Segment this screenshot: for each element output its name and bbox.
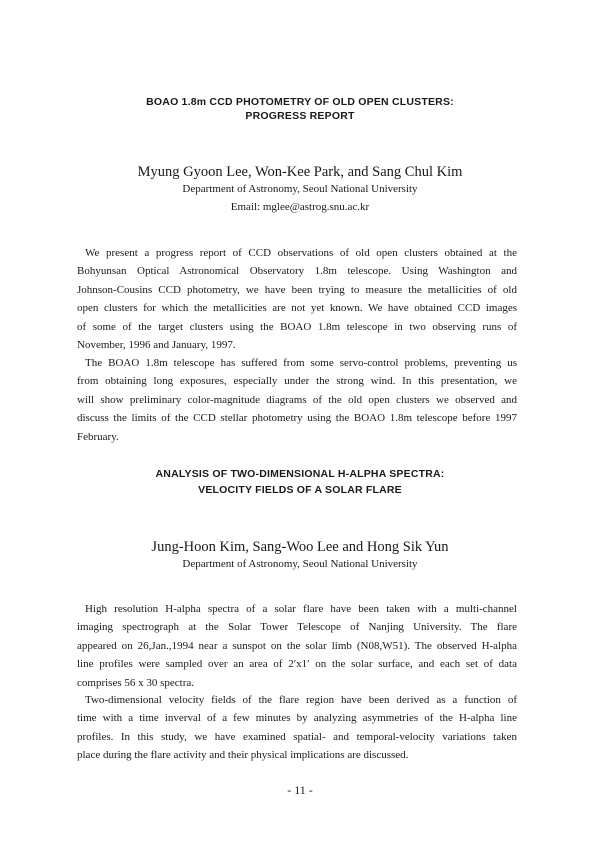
page-number: - 11 -	[287, 783, 313, 797]
abstract1-paragraph2	[77, 354, 517, 446]
abstract2-title-line1: ANALYSIS OF TWO-DIMENSIONAL H-ALPHA SPECTRA:	[155, 468, 445, 480]
abstract1-title-line1: BOAO 1.8m CCD PHOTOMETRY OF OLD OPEN CLUSTERS:	[146, 96, 454, 108]
abstract1-authors: Myung Gyoon Lee, Won-Kee Park, and Sang Chul Kim	[137, 164, 463, 180]
text-line: place during the flare activity and their physical implications are discussed.	[77, 749, 409, 762]
text-line: time with a time inverval of a few minutes by analyzing asymmetries of the H-alpha line	[77, 712, 517, 725]
abstract2-paragraph1	[77, 600, 517, 692]
text-line: line profiles were sampled over an area of 2′x1′ on the solar surface, and each set of data	[77, 658, 517, 671]
abstract2-affiliation: Department of Astronomy, Seoul National University	[182, 558, 418, 570]
text-line: comprises 56 x 30 spectra.	[77, 676, 194, 689]
text-line: Two-dimensional velocity fields of the flare region have been derived as a function of	[85, 694, 517, 706]
abstract1-title-line2: PROGRESS REPORT	[245, 110, 355, 122]
abstract2-title-line2: VELOCITY FIELDS OF A SOLAR FLARE	[198, 484, 402, 496]
text-line: The BOAO 1.8m telescope has suffered from some servo-control problems, preventing us	[85, 357, 517, 369]
text-line: appeared on 26,Jan.,1994 near a sunspot on the solar limb (N08,W51). The observed H-alpha	[77, 639, 517, 652]
abstract2-authors: Jung-Hoon Kim, Sang-Woo Lee and Hong Sik Yun	[151, 539, 449, 555]
text-line: of some of the target clusters using the BOAO 1.8m telescope in two observing runs of	[77, 320, 517, 333]
text-line: Bohyunsan Optical Astronomical Observatory 1.8m telescope. Using Washington and	[77, 265, 517, 278]
text-line: profiles. In this study, we have examined spatial- and temporal-velocity variations taken	[77, 730, 517, 743]
text-line: We present a progress report of CCD observations of old open clusters obtained at the	[85, 247, 517, 259]
text-line: imaging spectrograph at the Solar Tower Telescope of Nanjing University. The flare	[77, 621, 517, 634]
abstract1-paragraph1	[77, 244, 517, 354]
text-line: open clusters for which the metallicities are not yet known. We have obtained CCD images	[77, 302, 517, 315]
abstract2-paragraph2	[77, 691, 517, 765]
text-line: February.	[77, 430, 119, 443]
text-line: discuss the limits of the CCD stellar photometry using the BOAO 1.8m telescope before 1997	[77, 412, 517, 425]
text-line: November, 1996 and January, 1997.	[77, 339, 236, 352]
text-line: will show preliminary color-magnitude diagrams of the old open clusters we observed and	[77, 393, 517, 406]
abstract1-email: Email: mglee@astrog.snu.ac.kr	[230, 201, 370, 213]
text-line: from obtaining long exposures, especially under the strong wind. In this presentation, we	[77, 375, 517, 388]
abstract1-affiliation: Department of Astronomy, Seoul National University	[182, 183, 418, 195]
text-line: Johnson-Cousins CCD photometry, we have been trying to measure the metallicities of old	[77, 283, 517, 296]
text-line: High resolution H-alpha spectra of a solar flare have been taken with a multi-channel	[85, 603, 517, 615]
